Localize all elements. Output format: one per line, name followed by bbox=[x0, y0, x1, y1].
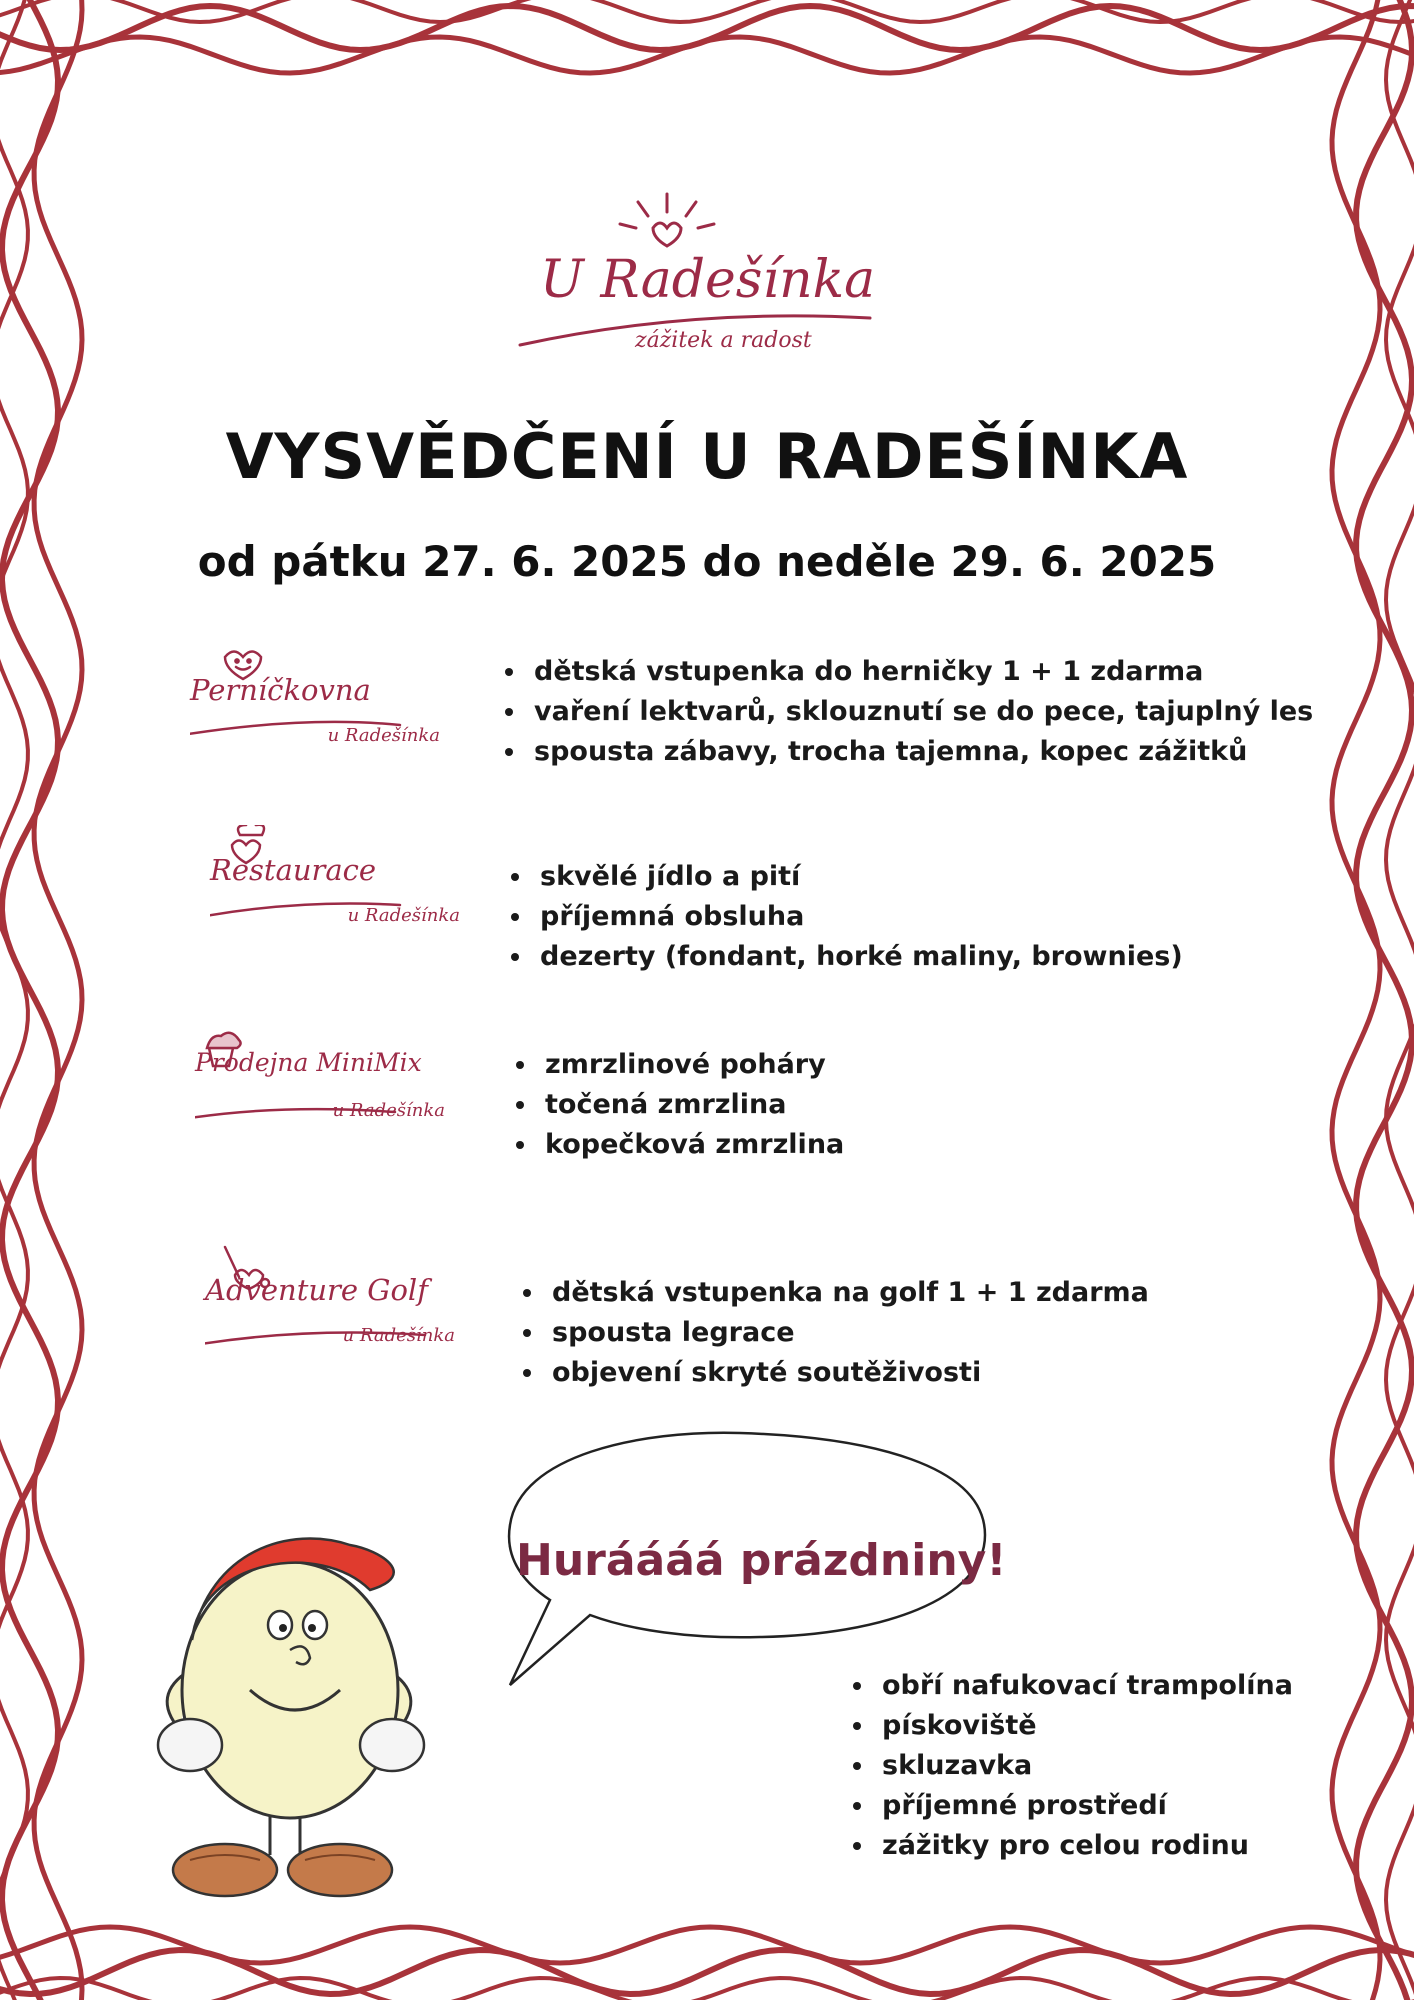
list-item: • příjemná obsluha bbox=[534, 897, 1183, 937]
list-item: • kopečková zmrzlina bbox=[539, 1125, 844, 1165]
extras-list bbox=[842, 1666, 1293, 1866]
restaurace-sub: u Radešínka bbox=[347, 905, 460, 926]
list-item: • spousta legrace bbox=[546, 1313, 1149, 1353]
golf-name: Adventure Golf bbox=[205, 1273, 428, 1307]
list-item: • příjemné prostředí bbox=[876, 1786, 1293, 1826]
minimix-sub: u Radešínka bbox=[332, 1100, 445, 1121]
list-item: • skluzavka bbox=[876, 1746, 1293, 1786]
event-dates: od pátku 27. 6. 2025 do neděle 29. 6. 2025 bbox=[197, 537, 1217, 586]
golf-logo bbox=[205, 1245, 465, 1365]
pernickovna-list bbox=[494, 652, 1313, 772]
minimix-list bbox=[505, 1045, 844, 1165]
restaurace-name: Restaurace bbox=[210, 853, 377, 887]
minimix-logo bbox=[195, 1020, 455, 1140]
list-item: • obří nafukovací trampolína bbox=[876, 1666, 1293, 1706]
list-item: • točená zmrzlina bbox=[539, 1085, 844, 1125]
logo-tagline: zážitek a radost bbox=[635, 328, 812, 353]
mascot-character bbox=[130, 1530, 470, 1900]
list-item: • pískoviště bbox=[876, 1706, 1293, 1746]
list-item: • zážitky pro celou rodinu bbox=[876, 1826, 1293, 1866]
pernickovna-name: Perníčkovna bbox=[190, 673, 371, 707]
list-item: • dětská vstupenka do herničky 1 + 1 zdarma bbox=[528, 652, 1313, 692]
restaurace-list bbox=[500, 857, 1183, 977]
list-item: • skvělé jídlo a pití bbox=[534, 857, 1183, 897]
bubble-text: Huráááá prázdniny! bbox=[516, 1535, 1007, 1586]
list-item: • dezerty (fondant, horké maliny, brownies) bbox=[534, 937, 1183, 977]
cupcake-icon bbox=[195, 1020, 455, 1140]
golf-list bbox=[512, 1273, 1149, 1393]
pernickovna-sub: u Radešínka bbox=[327, 725, 440, 746]
list-item: • spousta zábavy, trocha tajemna, kopec zážitků bbox=[528, 732, 1313, 772]
pernickovna-logo bbox=[190, 645, 450, 765]
page-title: VYSVĚDČENÍ U RADEŠÍNKA bbox=[225, 420, 1189, 493]
list-item: • objevení skryté soutěživosti bbox=[546, 1353, 1149, 1393]
golf-sub: u Radešínka bbox=[342, 1325, 455, 1346]
list-item: • zmrzlinové poháry bbox=[539, 1045, 844, 1085]
minimix-name: Prodejna MiniMix bbox=[195, 1048, 422, 1077]
main-logo bbox=[510, 190, 890, 370]
list-item: • dětská vstupenka na golf 1 + 1 zdarma bbox=[546, 1273, 1149, 1313]
restaurace-logo bbox=[210, 825, 470, 945]
logo-title: U Radešínka bbox=[540, 250, 876, 310]
list-item: • vaření lektvarů, sklouznutí se do pece, tajuplný les bbox=[528, 692, 1313, 732]
